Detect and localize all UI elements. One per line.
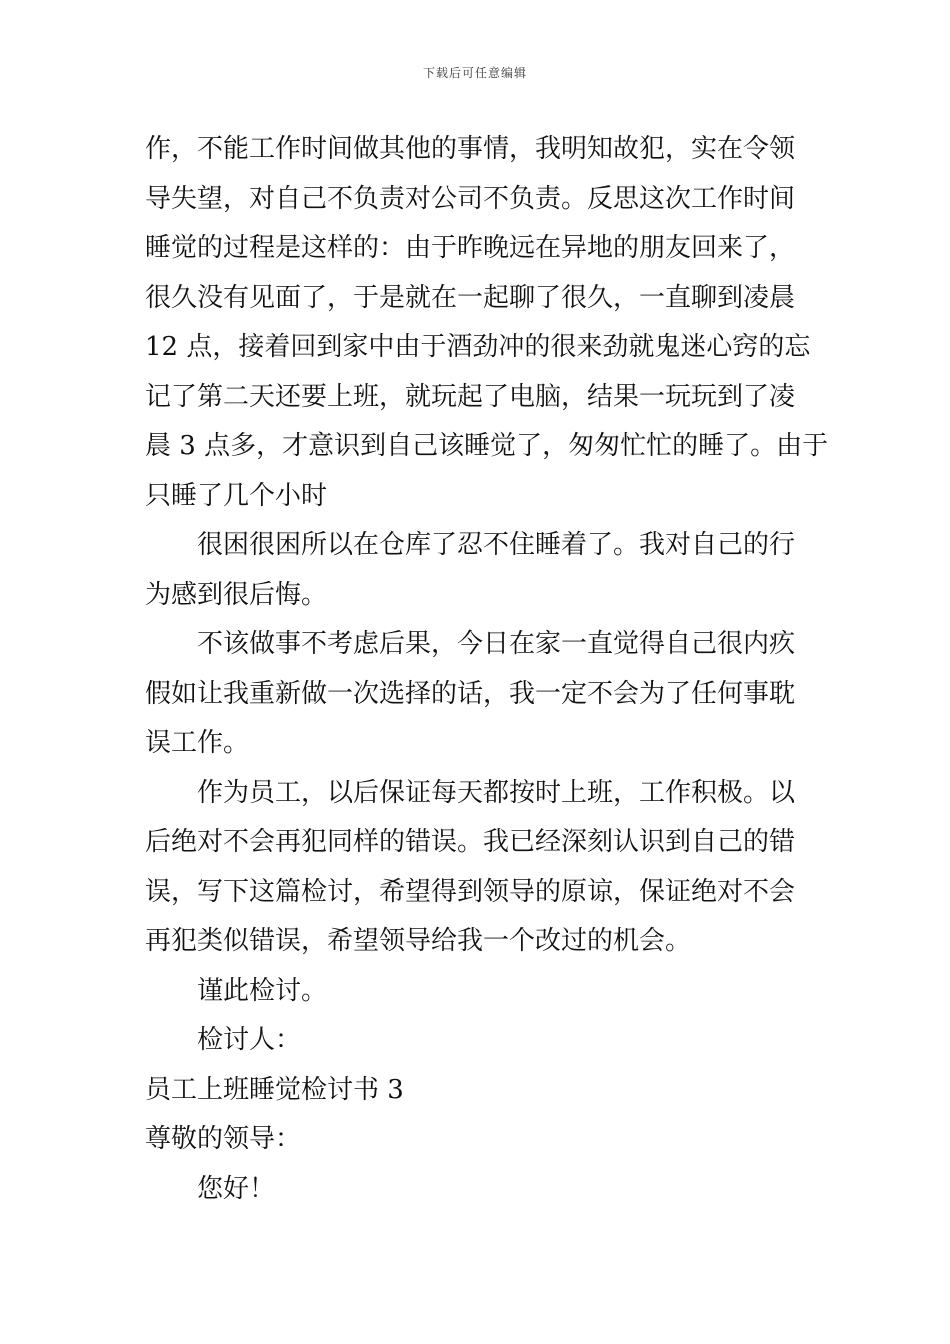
text-line: 再犯类似错误，希望领导给我一个改过的机会。 [145,926,692,956]
text-line: 作，不能工作时间做其他的事情，我明知故犯，实在令领 [145,134,796,164]
text-line: 为感到很后悔。 [145,579,328,610]
text-line: 不该做事不考虑后果，今日在家一直觉得自己很内疚 [197,629,796,659]
signature-label [145,1016,810,1066]
text-line: 后绝对不会再犯同样的错误。我已经深刻认识到自己的错 [145,827,796,857]
text-line: 12 点，接着回到家中由于酒劲冲的很来劲就鬼迷心窍的忘 [145,332,811,362]
paragraph-2 [145,521,810,620]
text-line: 晨 3 点多，才意识到自己该睡觉了，匆匆忙忙的睡了。由于 [145,431,829,461]
text-line: 导失望，对自己不负责对公司不负责。反思这次工作时间 [145,183,796,214]
header-note: 下载后可任意编辑 [422,66,527,80]
text-line: 检讨人： [197,1025,302,1055]
paragraph-4 [145,769,810,967]
text-line: 谨此检讨。 [197,975,328,1006]
text-line: 作为员工，以后保证每天都按时上班，工作积极。以 [197,777,796,808]
greeting [145,1165,810,1215]
text-line: 只睡了几个小时 [145,480,328,511]
text-line: 睡觉的过程是这样的：由于昨晚远在异地的朋友回来了， [145,233,796,263]
section-title [145,1066,810,1116]
document-body [145,125,829,1214]
paragraph-1 [145,125,829,521]
text-line: 误工作。 [145,728,250,758]
text-line: 很久没有见面了，于是就在一起聊了很久，一直聊到凌晨 [145,282,796,313]
salutation [145,1115,810,1165]
closing-phrase [145,967,810,1017]
text-line: 您好！ [197,1173,276,1204]
text-line: 误，写下这篇检讨，希望得到领导的原谅，保证绝对不会 [145,876,796,907]
text-line: 很困很困所以在仓库了忍不住睡着了。我对自己的行 [197,530,796,560]
text-line: 员工上班睡觉检讨书 3 [145,1074,404,1105]
paragraph-3 [145,620,810,769]
text-line: 记了第二天还要上班，就玩起了电脑，结果一玩玩到了凌 [145,381,796,412]
text-line: 假如让我重新做一次选择的话，我一定不会为了任何事耽 [145,678,796,709]
text-line: 尊敬的领导： [145,1124,302,1154]
